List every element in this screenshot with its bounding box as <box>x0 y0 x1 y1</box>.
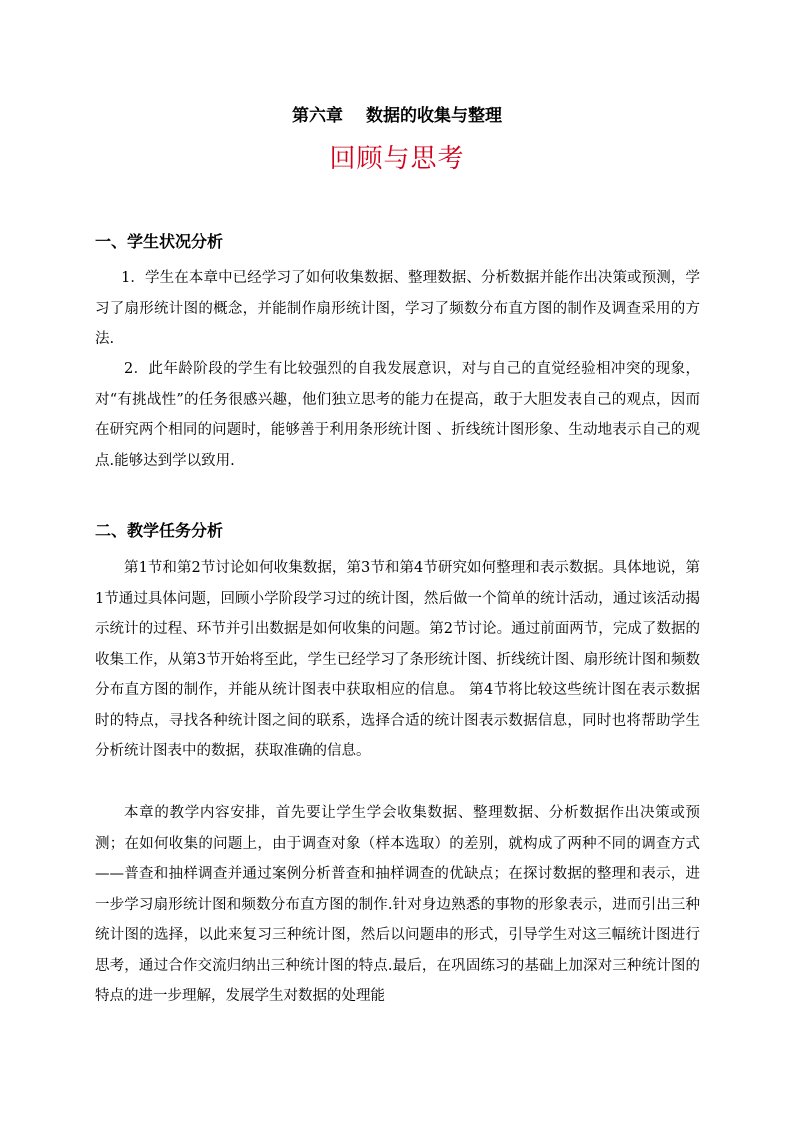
chapter-title: 第六章 数据的收集与整理 <box>292 106 502 126</box>
paragraph: 1．学生在本章中已经学习了如何收集数据、整理数据、分析数据并能作出决策或预测，学习了扇形统计图的概念，并能制作扇形统计图，学习了频数分布直方图的制作及调查采用的方法. <box>95 270 700 347</box>
section-heading-teaching-task-analysis: 二、教学任务分析 <box>95 521 224 540</box>
main-title: 回顾与思考 <box>329 144 465 174</box>
paragraph: 2．此年龄阶段的学生有比较强烈的自我发展意识，对与自己的直觉经验相冲突的现象，对“有挑战性”的任务很感兴趣，他们独立思考的能力在提高，敢于大胆发表自己的观点，因而在研究两个相同的问题时，能够善于利用条形统计图 、折线统计图形象、生动地表示自己的观点.能够达到学以致用. <box>95 361 700 469</box>
paragraph: 本章的教学内容安排，首先要让学生学会收集数据、整理数据、分析数据作出决策或预测；在如何收集的问题上，由于调查对象（样本选取）的差别，就构成了两种不同的调查方式——普查和抽样调查并通过案例分析普查和抽样调查的优缺点；在探讨数据的整理和表示，进一步学习扇形统计图和频数分布直方图的制作.针对身边熟悉的事物的形象表示，进而引出三种统计图的选择，以此来复习三种统计图，然后以问题串的形式，引导学生对这三幅统计图进行思考，通过合作交流归纳出三种统计图的特点.最后，在巩固练习的基础上加深对三种统计图的特点的进一步理解，发展学生对数据的处理能 <box>95 805 700 1004</box>
paragraph: 第1节和第2节讨论如何收集数据，第3节和第4节研究如何整理和表示数据。具体地说，第1节通过具体问题，回顾小学阶段学习过的统计图，然后做一个简单的统计活动，通过该活动揭示统计的过程、环节并引出数据是如何收集的问题。第2节讨论。通过前面两节，完成了数据的收集工作，从第3节开始将至此，学生已经学习了条形统计图、折线统计图、扇形统计图和频数分布直方图的制作，并能从统计图表中获取相应的信息。 第4节将比较这些统计图在表示数据时的特点，寻找各种统计图之间的联系，选择合适的统计图表示数据信息，同时也将帮助学生分析统计图表中的数据，获取准确的信息。 <box>95 560 700 759</box>
section-heading-student-analysis: 一、学生状况分析 <box>95 232 224 251</box>
